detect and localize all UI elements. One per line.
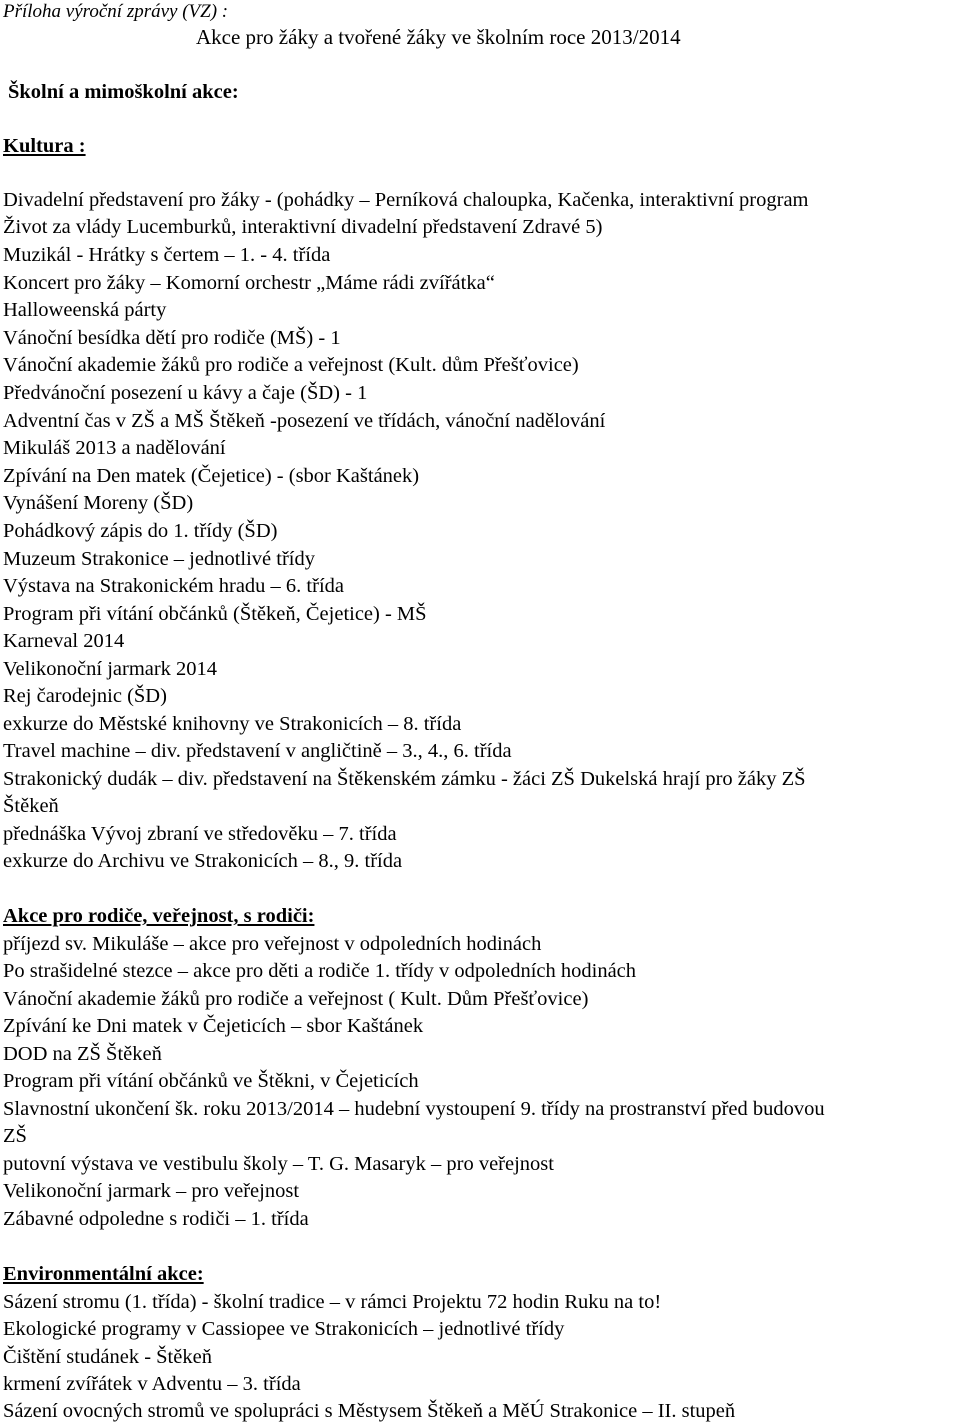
list-item: Halloweenská párty <box>3 299 167 321</box>
list-item: Zpívání na Den matek (Čejetice) - (sbor Kaštánek) <box>3 465 420 487</box>
section-heading-culture: Kultura : <box>3 135 86 157</box>
appendix-label: Příloha výroční zprávy (VZ) : <box>3 1 229 22</box>
list-item: Zábavné odpoledne s rodiči – 1. třída <box>3 1208 309 1230</box>
list-item: Program při vítání občánků (Štěkeň, Čejetice) - MŠ <box>3 603 427 625</box>
list-item: exkurze do Archivu ve Strakonicích – 8., 9. třída <box>3 850 403 872</box>
list-item: Vynášení Moreny (ŠD) <box>3 492 194 514</box>
list-item: Karneval 2014 <box>3 630 125 652</box>
list-item: DOD na ZŠ Štěkeň <box>3 1043 162 1065</box>
list-item: Zpívání ke Dni matek v Čejeticích – sbor Kaštánek <box>3 1015 424 1037</box>
list-item: Vánoční akademie žáků pro rodiče a veřejnost (Kult. dům Přešťovice) <box>3 354 579 376</box>
list-item: Adventní čas v ZŠ a MŠ Štěkeň -posezení ve třídách, vánoční nadělování <box>3 410 606 432</box>
list-item: Život za vlády Lucemburků, interaktivní divadelní představení Zdravé 5) <box>3 216 603 238</box>
list-item: Muzikál - Hrátky s čertem – 1. - 4. třída <box>3 244 331 266</box>
list-item: Po strašidelné stezce – akce pro děti a rodiče 1. třídy v odpoledních hodinách <box>3 960 637 982</box>
list-item: exkurze do Městské knihovny ve Strakonicích – 8. třída <box>3 713 462 735</box>
list-item: příjezd sv. Mikuláše – akce pro veřejnost v odpoledních hodinách <box>3 933 542 955</box>
list-item: Předvánoční posezení u kávy a čaje (ŠD) - 1 <box>3 382 368 404</box>
list-item: Ekologické programy v Cassiopee ve Strakonicích – jednotlivé třídy <box>3 1318 565 1340</box>
list-item: Velikonoční jarmark – pro veřejnost <box>3 1180 300 1202</box>
list-item: Pohádkový zápis do 1. třídy (ŠD) <box>3 520 278 542</box>
list-item: Rej čarodejnic (ŠD) <box>3 685 167 707</box>
list-item: Strakonický dudák – div. představení na Štěkenském zámku - žáci ZŠ Dukelská hrají pro žáky ZŠ <box>3 768 806 790</box>
section-heading-parents: Akce pro rodiče, veřejnost, s rodiči: <box>3 905 315 927</box>
page-title: Akce pro žáky a tvořené žáky ve školním roce 2013/2014 <box>196 25 681 49</box>
list-item: Divadelní představení pro žáky - (pohádky – Perníková chaloupka, Kačenka, interaktivní program <box>3 189 809 211</box>
list-item: Velikonoční jarmark 2014 <box>3 658 218 680</box>
section-heading-environment: Environmentální akce: <box>3 1263 204 1285</box>
list-item: přednáška Vývoj zbraní ve středověku – 7. třída <box>3 823 397 845</box>
list-item: Sázení ovocných stromů ve spolupráci s Městysem Štěkeň a MěÚ Strakonice – II. stupeň <box>3 1400 736 1422</box>
list-item: Slavnostní ukončení šk. roku 2013/2014 – hudební vystoupení 9. třídy na prostranství před budovou <box>3 1098 825 1120</box>
list-item: Výstava na Strakonickém hradu – 6. třída <box>3 575 345 597</box>
list-item: Muzeum Strakonice – jednotlivé třídy <box>3 548 315 570</box>
list-item: Mikuláš 2013 a nadělování <box>3 437 226 459</box>
list-item: krmení zvířátek v Adventu – 3. třída <box>3 1373 301 1395</box>
list-item: Koncert pro žáky – Komorní orchestr „Máme rádi zvířátka“ <box>3 272 495 294</box>
list-item: Travel machine – div. představení v angličtině – 3., 4., 6. třída <box>3 740 512 762</box>
list-item: Sázení stromu (1. třída) - školní tradice – v rámci Projektu 72 hodin Ruku na to! <box>3 1291 662 1313</box>
list-item: Vánoční akademie žáků pro rodiče a veřejnost ( Kult. Dům Přešťovice) <box>3 988 589 1010</box>
list-item: Čištění studánek - Štěkeň <box>3 1346 212 1368</box>
list-item: putovní výstava ve vestibulu školy – T. G. Masaryk – pro veřejnost <box>3 1153 554 1175</box>
section-heading-school-events: Školní a mimoškolní akce: <box>8 81 239 103</box>
list-item: Program při vítání občánků ve Štěkni, v Čejeticích <box>3 1070 419 1092</box>
list-item: ZŠ <box>3 1125 27 1147</box>
list-item: Vánoční besídka dětí pro rodiče (MŠ) - 1 <box>3 327 341 349</box>
list-item: Štěkeň <box>3 795 59 817</box>
